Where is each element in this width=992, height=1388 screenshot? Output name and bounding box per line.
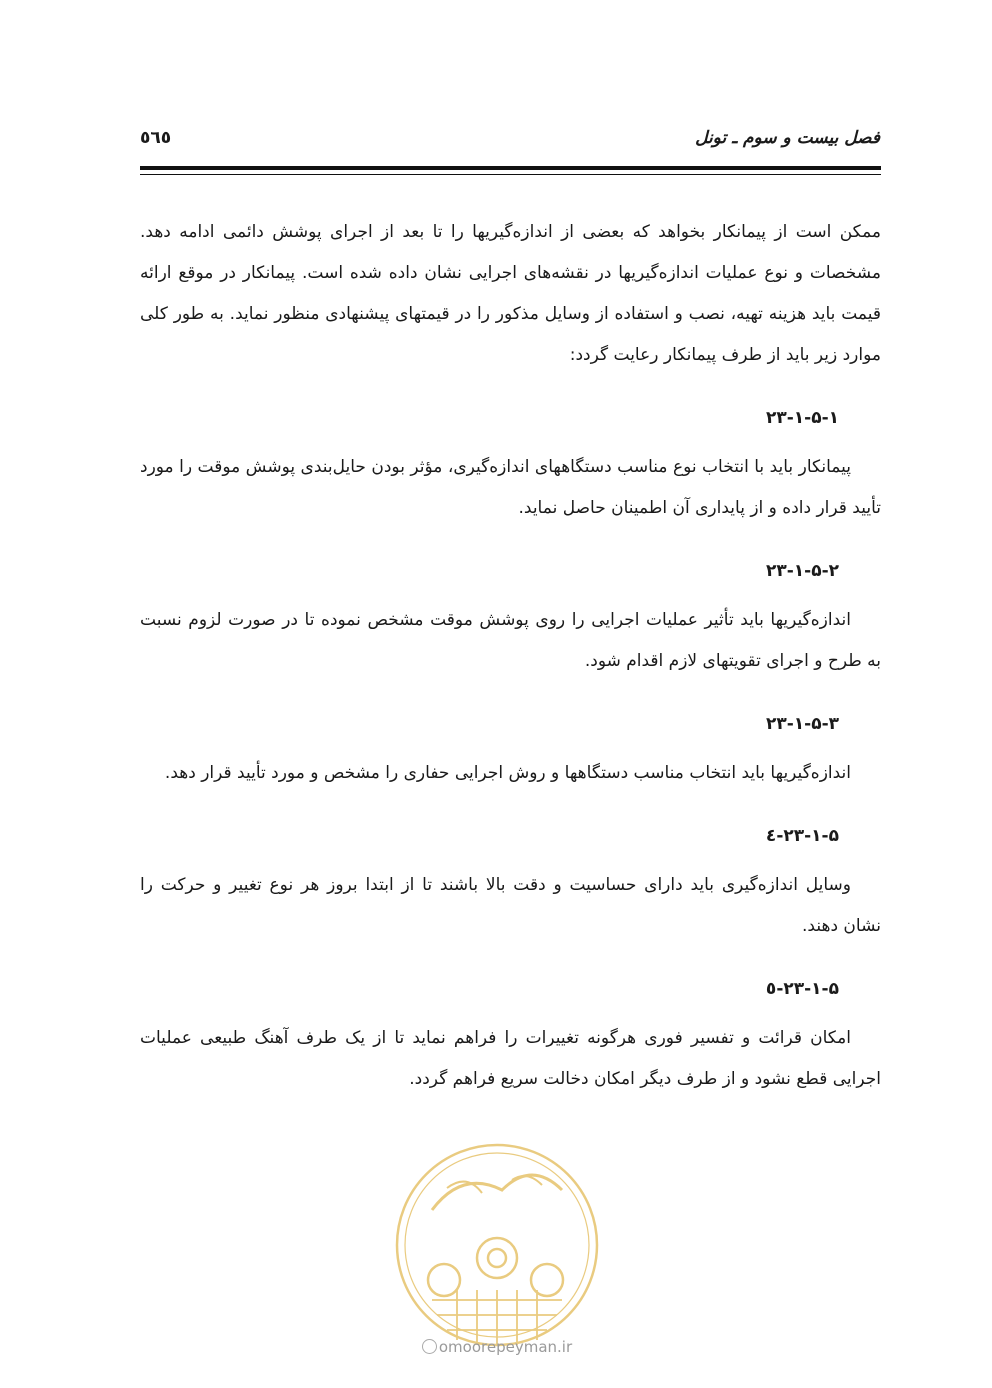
section-number-5: ۲۳-۱-۵-٥ — [765, 979, 839, 999]
section-text-3: اندازه‌گیریها باید انتخاب مناسب دستگاهها و روش اجرایی حفاری را مشخص و مورد تأیید قرار دهد. — [164, 763, 851, 783]
section-text-2: اندازه‌گیریها باید تأثیر عملیات اجرایی را روی پوشش موقت مشخص نموده تا در صورت لزوم نسبت به طرح و اجرای تقویتهای لازم اقدام شود. — [140, 610, 881, 671]
at-icon — [422, 1339, 437, 1354]
watermark-url — [392, 1338, 602, 1356]
watermark-url-text: omoorepeyman.ir — [438, 1338, 573, 1356]
section-number-3: ۲۳-۱-۵-۳ — [765, 714, 839, 734]
section-number-1: ۲۳-۱-۵-۱ — [765, 408, 839, 428]
body-text — [140, 212, 881, 1100]
section-text-5: امکان قرائت و تفسیر فوری هرگونه تغییرات را فراهم نماید تا از یک طرف آهنگ طبیعی عملیات اجرایی قطع نشود و از طرف دیگر امکان دخالت سریع فراهم گردد. — [140, 1028, 881, 1089]
intro-paragraph: ممکن است از پیمانکار بخواهد که بعضی از اندازه‌گیریها را تا بعد از اجرای پوشش دائمی ادامه دهد. مشخصات و نوع عملیات اندازه‌گیریها در نقشه‌های اجرایی نشان داده شده است. پیمانکار در موقع ارائه قیمت باید هزینه تهیه، نصب و استفاده از وسایل مذکور را در قیمتهای پیشنهادی منظور نماید. به طور کلی موارد زیر باید از طرف پیمانکار رعایت گردد: — [140, 222, 881, 365]
section-text-1: پیمانکار باید با انتخاب نوع مناسب دستگاههای اندازه‌گیری، مؤثر بودن حایل‌بندی پوشش موقت را مورد تأیید قرار داده و از پایداری آن اطمینان حاصل نماید. — [140, 457, 881, 518]
section-number-4: ۲۳-۱-۵-٤ — [765, 826, 839, 846]
watermark-seal-icon — [392, 1140, 602, 1350]
page-header — [140, 128, 880, 158]
section-number-2: ۲۳-۱-۵-۲ — [765, 561, 839, 581]
header-rule-thick — [140, 166, 881, 170]
header-rule-thin — [140, 174, 881, 175]
section-text-4: وسایل اندازه‌گیری باید دارای حساسیت و دقت بالا باشند تا از ابتدا بروز هر نوع تغییر و حرکت را نشان دهند. — [140, 875, 881, 936]
chapter-title: فصل بیست و سوم ـ تونل — [695, 128, 880, 148]
page-number: ٥٦٥ — [140, 128, 172, 148]
